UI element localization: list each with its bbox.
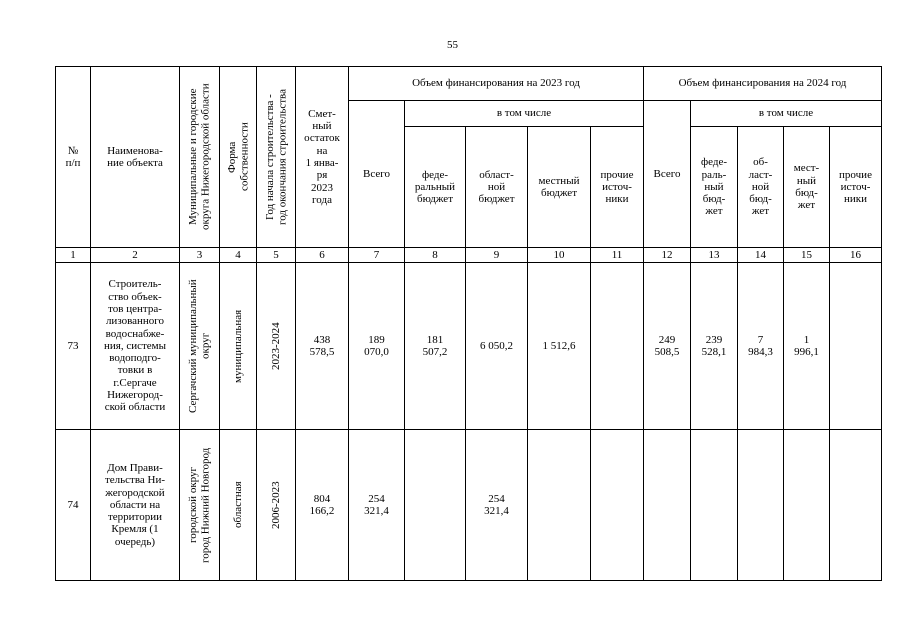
header-num: № п/п	[56, 67, 91, 248]
local-2023: 1 512,6	[528, 263, 591, 430]
column-number: 1	[56, 248, 91, 263]
construction-years: 2006-2023	[257, 430, 296, 581]
column-number: 16	[830, 248, 882, 263]
column-number: 9	[466, 248, 528, 263]
header-loc-2023: местный бюджет	[528, 127, 591, 248]
estimate-balance: 438 578,5	[296, 263, 349, 430]
column-number: 2	[91, 248, 180, 263]
total-2023: 189 070,0	[349, 263, 405, 430]
header-row-1	[56, 67, 882, 101]
column-number: 12	[644, 248, 691, 263]
header-fed-2024: феде- раль- ный бюд- жет	[691, 127, 738, 248]
column-number: 14	[738, 248, 784, 263]
column-number: 15	[784, 248, 830, 263]
header-oth-2023: прочие источ- ники	[591, 127, 644, 248]
regional-2024: 7 984,3	[738, 263, 784, 430]
header-ownership: Форма собственности	[220, 67, 257, 248]
municipality: городской округ город Нижний Новгород	[180, 430, 220, 581]
other-2023	[591, 263, 644, 430]
row-num: 74	[56, 430, 91, 581]
regional-2023: 6 050,2	[466, 263, 528, 430]
header-fed-2023: феде- ральный бюджет	[405, 127, 466, 248]
header-total-2023: Всего	[349, 101, 405, 248]
column-number: 11	[591, 248, 644, 263]
header-years: Год начала строительства - год окончания строительства	[257, 67, 296, 248]
header-name: Наименова- ние объекта	[91, 67, 180, 248]
other-2023	[591, 430, 644, 581]
column-number: 6	[296, 248, 349, 263]
other-2024	[830, 430, 882, 581]
header-total-2024: Всего	[644, 101, 691, 248]
table-row	[56, 263, 882, 430]
municipality: Сергачский муниципальный округ	[180, 263, 220, 430]
header-in-total-2024: в том числе	[691, 101, 882, 127]
column-number: 3	[180, 248, 220, 263]
local-2024: 1 996,1	[784, 263, 830, 430]
local-2023	[528, 430, 591, 581]
object-name: Дом Прави- тельства Ни- жегородской области на территории Кремля (1 очередь)	[91, 430, 180, 581]
construction-years: 2023-2024	[257, 263, 296, 430]
financing-table	[55, 66, 882, 581]
page-number: 55	[447, 39, 458, 51]
header-in-total-2023: в том числе	[405, 101, 644, 127]
header-municipality: Муниципальные и городские округа Нижегородской области	[180, 67, 220, 248]
regional-2023: 254 321,4	[466, 430, 528, 581]
column-number: 7	[349, 248, 405, 263]
table-row	[56, 430, 882, 581]
object-name: Строитель- ство объек- тов центра- лизованного водоснабже- ния, системы водоподго- товки в г.Сергаче Нижегород- ской области	[91, 263, 180, 430]
federal-2024: 239 528,1	[691, 263, 738, 430]
header-estimate: Смет- ный остаток на 1 янва- ря 2023 года	[296, 67, 349, 248]
federal-2024	[691, 430, 738, 581]
header-oth-2024: прочие источ- ники	[830, 127, 882, 248]
column-number: 10	[528, 248, 591, 263]
header-loc-2024: мест- ный бюд- жет	[784, 127, 830, 248]
regional-2024	[738, 430, 784, 581]
total-2023: 254 321,4	[349, 430, 405, 581]
column-number-row	[56, 248, 882, 263]
column-number: 5	[257, 248, 296, 263]
header-reg-2024: об- ласт- ной бюд- жет	[738, 127, 784, 248]
row-num: 73	[56, 263, 91, 430]
total-2024: 249 508,5	[644, 263, 691, 430]
ownership-form: муниципальная	[220, 263, 257, 430]
total-2024	[644, 430, 691, 581]
other-2024	[830, 263, 882, 430]
federal-2023: 181 507,2	[405, 263, 466, 430]
header-group-2023: Объем финансирования на 2023 год	[349, 67, 644, 101]
column-number: 4	[220, 248, 257, 263]
column-number: 13	[691, 248, 738, 263]
federal-2023	[405, 430, 466, 581]
header-group-2024: Объем финансирования на 2024 год	[644, 67, 882, 101]
header-reg-2023: област- ной бюджет	[466, 127, 528, 248]
ownership-form: областная	[220, 430, 257, 581]
column-number: 8	[405, 248, 466, 263]
local-2024	[784, 430, 830, 581]
estimate-balance: 804 166,2	[296, 430, 349, 581]
